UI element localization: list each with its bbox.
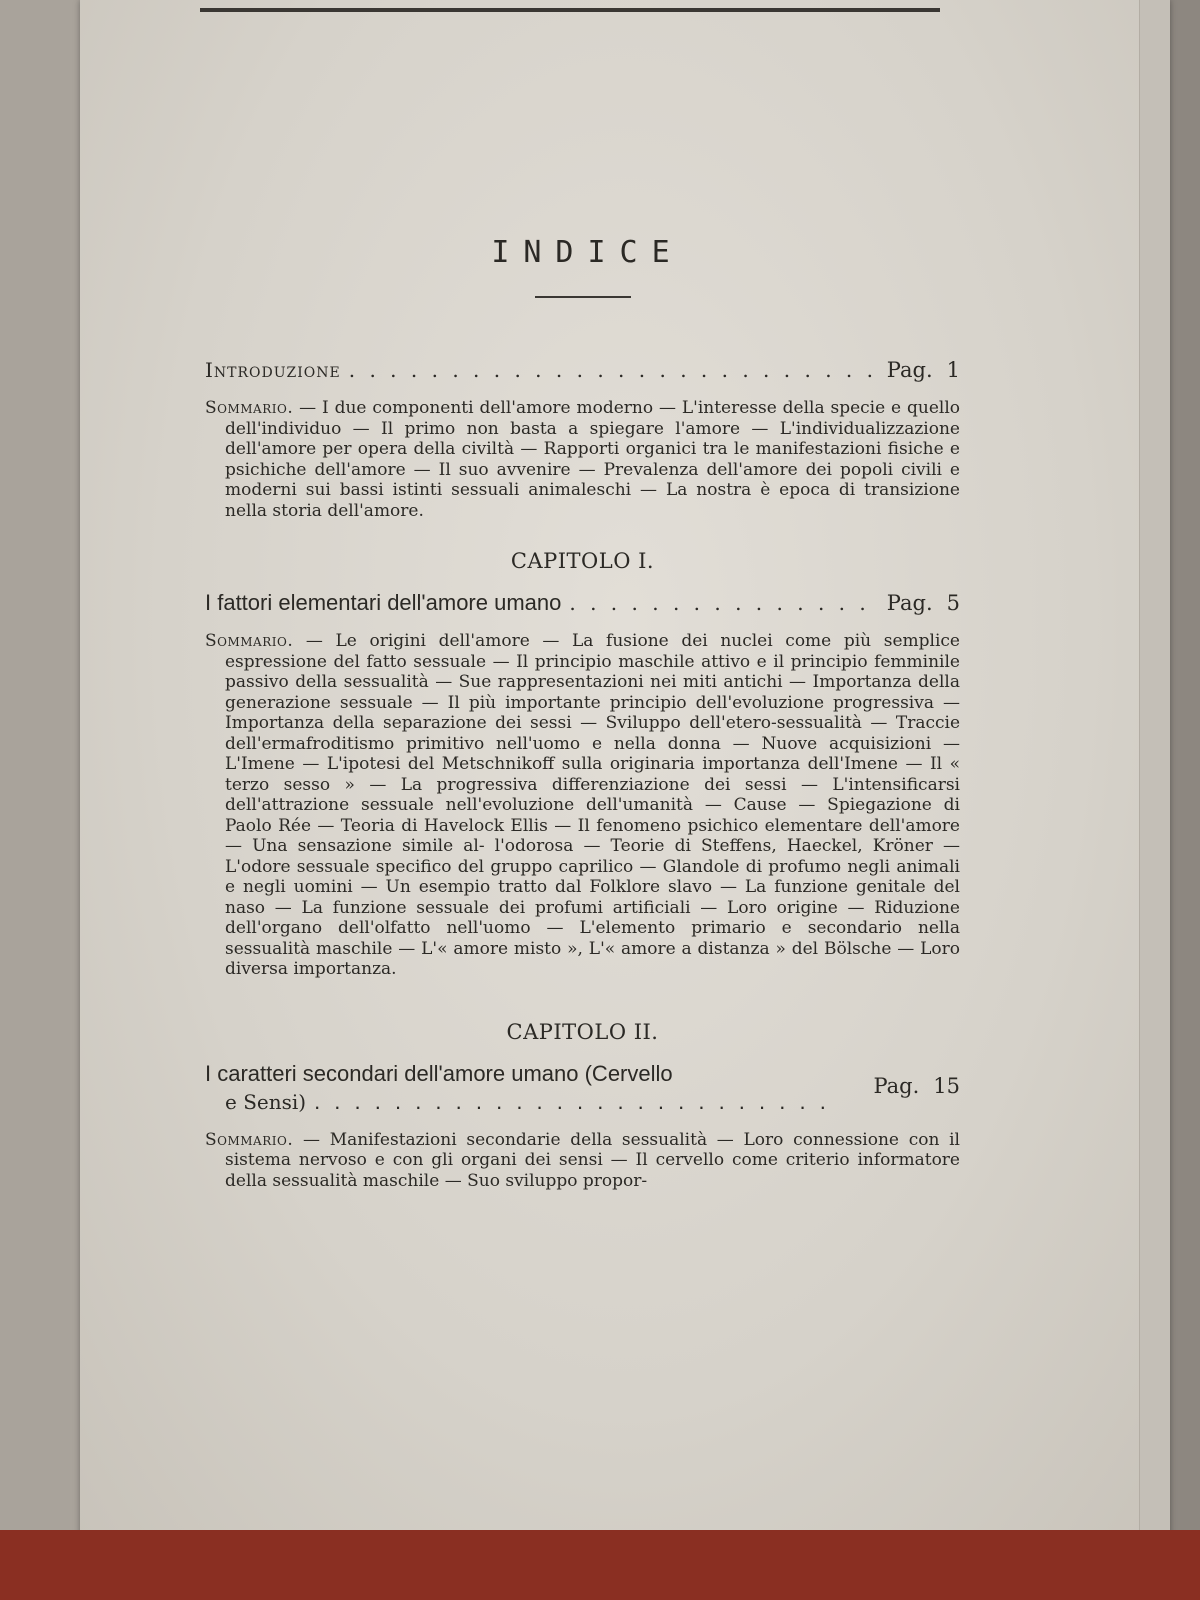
summary-lead: Sommario. (205, 398, 294, 418)
leader-dots (314, 1088, 837, 1116)
entry-title: I fattori elementari dell'amore umano (205, 590, 562, 615)
summary-text: — Le origini dell'amore — La fusione dei nuclei come più semplice espressione del fatto sessuale — Il principio maschile attivo e il principio femminile passivo della sessualità — Sue rappresentazioni nei miti antichi — Importanza della generazione sessuale — Il più importante principio dell'evoluzione progressiva — Importanza della separazione dei sessi — Sviluppo dell'etero-sessualità — Traccie dell'ermafroditismo primitivo nell'uomo e nella donna — Nuove acquisizioni — L'Imene — L'ipotesi del Metschnikoff sulla originaria importanza dell'Imene — Il « terzo sesso » — La progressiva differenziazione dei sessi — L'intensificarsi dell'attrazione sessuale nell'evoluzione dell'umanità — Cause — Spiegazione di Paolo Rée — Teoria di Havelock Ellis — Il fenomeno psichico elementare dell'amore — Una sensazione simile al- l'odorosa — Teorie di Steffens, Haeckel, Kröner — L'odore sessuale specifico del gruppo caprilico — Glandole di profumo negli animali e negli uomini — Un esempio tratto dal Folklore slavo — La funzione genitale del naso — La funzione sessuale dei profumi artificiali — Loro origine — Riduzione dell'organo dell'olfatto nell'uomo — L'elemento primario e secondario nella sessualità maschile — L'« amore misto », L'« amore a distanza » del Bölsche — Loro diversa importanza. (225, 631, 960, 979)
entry-summary (205, 398, 960, 521)
page-edge (1139, 0, 1170, 1545)
pag-number: 15 (933, 1073, 960, 1098)
summary-text: — Manifestazioni secondarie della sessualità — Loro connessione con il sistema nervoso e con gli organi dei sensi — Il cervello come criterio informatore della sessualità maschile — Suo sviluppo propor- (225, 1129, 960, 1191)
pag-label: Pag. (873, 1073, 920, 1098)
summary-lead: Sommario. (205, 1129, 294, 1150)
summary-text: — I due componenti dell'amore moderno — L'interesse della specie e quello dell'individuo — Il primo non basta a spiegare l'amore — L'individualizzazione dell'amore per opera della civiltà — Rapporti organici tra le manifestazioni fisiche e psichiche dell'amore — Il suo avvenire — Prevalenza dell'amore dei popoli civili e moderni sui bassi istinti sessuali animaleschi — La nostra è epoca di transizione nella storia dell'amore. (225, 398, 960, 521)
entry-capitolo-1 (205, 589, 960, 617)
index-content (205, 235, 960, 1191)
leader-dots (569, 589, 878, 617)
leader-dots (349, 356, 879, 384)
top-rule (200, 8, 940, 12)
chapter-heading: CAPITOLO II. (506, 1019, 659, 1044)
entry-summary (205, 1130, 960, 1192)
entry-title-line-2: e Sensi) (225, 1089, 307, 1114)
chapter-heading: CAPITOLO I. (510, 549, 655, 573)
page-ref (887, 589, 960, 617)
pag-number: 1 (946, 358, 960, 382)
entry-introduzione (205, 356, 960, 384)
table-surface (0, 1530, 1200, 1600)
index-title: INDICE (491, 235, 684, 270)
page-ref (873, 1074, 960, 1098)
entry-title-line-2-row (205, 1088, 845, 1116)
title-rule (535, 296, 631, 298)
entry-title-line-1: I caratteri secondari dell'amore umano (Cervello (205, 1060, 673, 1086)
entry-capitolo-2 (205, 1060, 960, 1116)
entry-summary (205, 631, 960, 980)
entry-title: Introduzione (205, 358, 341, 382)
page-ref (887, 356, 960, 384)
pag-label: Pag. (886, 358, 933, 382)
pag-label: Pag. (886, 591, 933, 615)
pag-number: 5 (946, 591, 960, 615)
entry-title (205, 1060, 845, 1116)
summary-lead: Sommario. (205, 631, 294, 651)
